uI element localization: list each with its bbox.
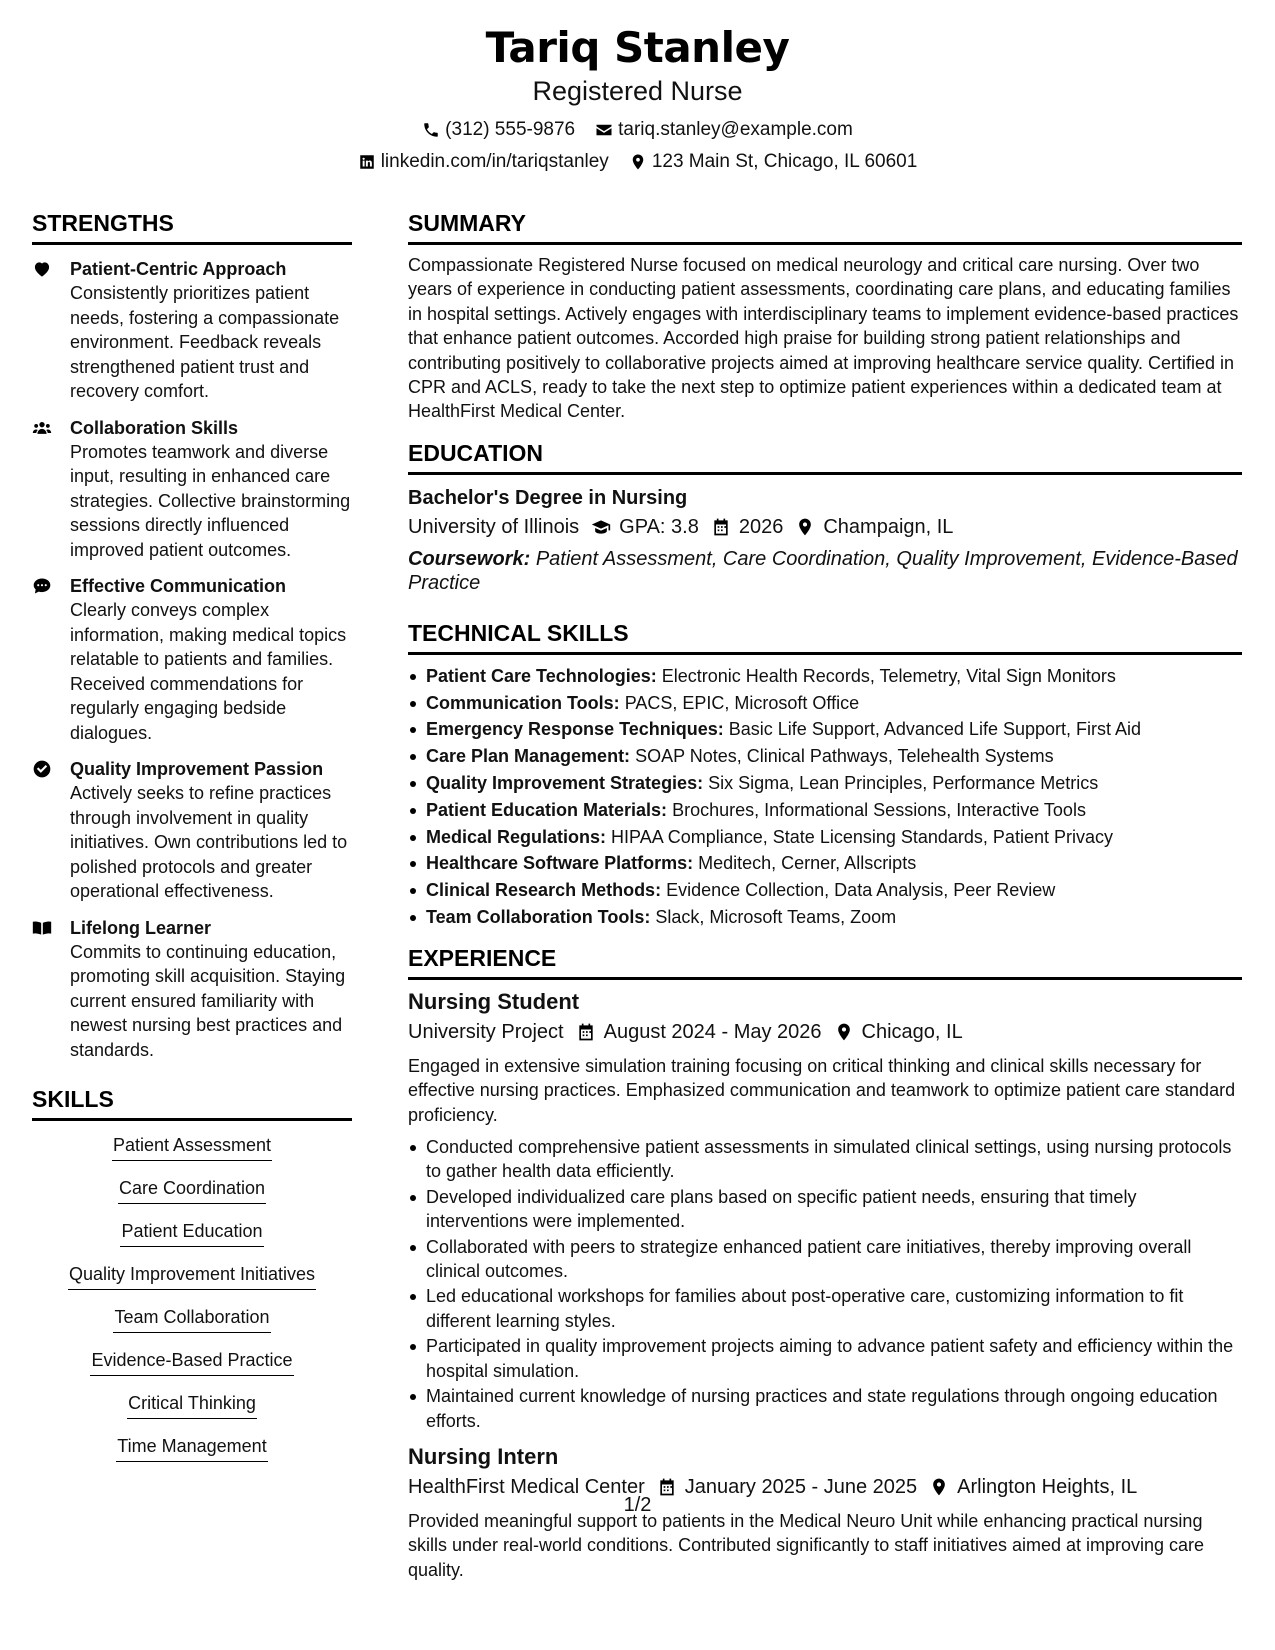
list-item bbox=[408, 743, 1242, 770]
skills-list bbox=[32, 1133, 352, 1477]
strength-desc: Actively seeks to refine practices through involvement in quality initiatives. Own contributions led to polished protocols and greater operational effectiveness. bbox=[70, 783, 348, 901]
tech-skill-value: Electronic Health Records, Telemetry, Vital Sign Monitors bbox=[661, 665, 1116, 686]
users-icon bbox=[32, 418, 52, 438]
email-contact[interactable] bbox=[595, 118, 853, 142]
job-bullets bbox=[408, 1135, 1242, 1433]
phone-icon bbox=[422, 121, 440, 139]
list-item: Conducted comprehensive patient assessments in simulated clinical settings, using nursing protocols to gather health data efficiently. bbox=[408, 1135, 1242, 1184]
skill-tag: Team Collaboration bbox=[113, 1305, 270, 1333]
strength-title: Collaboration Skills bbox=[70, 417, 239, 438]
tech-skill-label: Patient Education Materials: bbox=[426, 799, 668, 820]
right-column bbox=[408, 208, 1242, 1582]
list-item bbox=[408, 850, 1242, 877]
job-description: Engaged in extensive simulation training focusing on critical thinking and clinical skills necessary for effective nursing practices. Emphasized communication and teamwork to optimize patient care standard proficiency. bbox=[408, 1055, 1236, 1125]
phone-contact bbox=[422, 118, 575, 142]
job-title: Nursing Intern bbox=[408, 1443, 559, 1469]
job-location: Arlington Heights, IL bbox=[957, 1475, 1138, 1498]
job-title: Nursing Student bbox=[408, 988, 580, 1014]
skill-tag: Patient Education bbox=[120, 1219, 263, 1247]
school-location: Champaign, IL bbox=[823, 515, 954, 538]
tech-skill-label: Clinical Research Methods: bbox=[426, 880, 662, 901]
experience-heading: EXPERIENCE bbox=[408, 943, 1242, 980]
strength-item bbox=[32, 916, 352, 1063]
list-item bbox=[408, 716, 1242, 743]
education-heading: EDUCATION bbox=[408, 438, 1242, 475]
skill-tag: Patient Assessment bbox=[112, 1133, 272, 1161]
job-dates: August 2024 - May 2026 bbox=[603, 1020, 822, 1043]
tech-skill-label: Communication Tools: bbox=[426, 692, 620, 713]
tech-skill-label: Medical Regulations: bbox=[426, 826, 607, 847]
tech-skill-label: Quality Improvement Strategies: bbox=[426, 773, 704, 794]
contact-row-2 bbox=[0, 150, 1275, 174]
strength-desc: Consistently prioritizes patient needs, fostering a compassionate environment. Feedback reveals strengthened patient trust and recovery comfort. bbox=[70, 283, 340, 401]
tech-skill-value: Evidence Collection, Data Analysis, Peer Review bbox=[666, 880, 1056, 901]
location-pin-icon bbox=[795, 517, 815, 537]
page-number: 1/2 bbox=[623, 1494, 652, 1516]
tech-skill-value: HIPAA Compliance, State Licensing Standards, Patient Privacy bbox=[611, 826, 1113, 847]
heart-icon bbox=[32, 259, 52, 279]
skill-tag: Evidence-Based Practice bbox=[90, 1348, 293, 1376]
address-contact bbox=[629, 150, 917, 174]
list-item: Maintained current knowledge of nursing practices and state regulations through ongoing education efforts. bbox=[408, 1384, 1242, 1433]
summary-heading: SUMMARY bbox=[408, 208, 1242, 245]
tech-skill-label: Healthcare Software Platforms: bbox=[426, 853, 694, 874]
school-name: University of Illinois bbox=[408, 515, 580, 538]
technical-skills-list bbox=[408, 663, 1242, 931]
tech-skill-label: Emergency Response Techniques: bbox=[426, 719, 724, 740]
strength-item bbox=[32, 416, 352, 563]
tech-skill-value: Slack, Microsoft Teams, Zoom bbox=[655, 907, 897, 928]
summary-text: Compassionate Registered Nurse focused on medical neurology and critical care nursing. Over two years of experience in conducting patient assessments, coordinating care plans, and educating families in hospital settings. Actively engages with interdisciplinary teams to implement evidence-based practices that enhance patient outcomes. Accorded high praise for building strong patient relationships and contributing positively to collaborative projects aimed at improving healthcare service quality. Certified in CPR and ACLS, ready to take the next step to optimize patient experiences within a dedicated team at HealthFirst Medical Center. bbox=[408, 255, 1239, 422]
list-item bbox=[408, 770, 1242, 797]
coursework bbox=[408, 547, 1242, 596]
candidate-name: Tariq Stanley bbox=[485, 23, 790, 72]
degree-title: Bachelor's Degree in Nursing bbox=[408, 486, 688, 509]
technical-skills-heading: TECHNICAL SKILLS bbox=[408, 618, 1242, 655]
strength-title: Effective Communication bbox=[70, 576, 287, 596]
strength-item bbox=[32, 574, 352, 745]
strength-desc: Promotes teamwork and diverse input, resulting in enhanced care strategies. Collective brainstorming sessions directly influenced improved patient outcomes. bbox=[70, 441, 351, 560]
list-item: Collaborated with peers to strategize enhanced patient care initiatives, thereby improving overall clinical outcomes. bbox=[408, 1235, 1242, 1284]
strength-desc: Commits to continuing education, promoting skill acquisition. Staying current ensured familiarity with newest nursing best practices and standards. bbox=[70, 941, 346, 1060]
graduation-year: 2026 bbox=[738, 515, 784, 538]
job-org: University Project bbox=[408, 1020, 564, 1043]
skill-tag: Critical Thinking bbox=[127, 1391, 257, 1419]
gpa-text: GPA: 3.8 bbox=[619, 515, 699, 538]
job-org: HealthFirst Medical Center bbox=[408, 1475, 645, 1498]
list-item bbox=[408, 904, 1242, 931]
tech-skill-value: PACS, EPIC, Microsoft Office bbox=[624, 692, 860, 713]
job-role: Registered Nurse bbox=[532, 76, 743, 106]
linkedin-text[interactable]: linkedin.com/in/tariqstanley bbox=[380, 151, 609, 172]
tech-skill-label: Patient Care Technologies: bbox=[426, 665, 657, 686]
list-item bbox=[408, 877, 1242, 904]
coursework-text: Patient Assessment, Care Coordination, Quality Improvement, Evidence-Based Practice bbox=[408, 547, 1238, 595]
calendar-icon bbox=[576, 1022, 596, 1042]
list-item bbox=[408, 824, 1242, 851]
tech-skill-value: Meditech, Cerner, Allscripts bbox=[698, 853, 917, 874]
comment-icon bbox=[32, 576, 52, 596]
calendar-icon bbox=[711, 517, 731, 537]
tech-skill-value: Brochures, Informational Sessions, Interactive Tools bbox=[672, 799, 1086, 820]
graduation-cap-icon bbox=[591, 517, 611, 537]
address-text: 123 Main St, Chicago, IL 60601 bbox=[651, 151, 918, 172]
list-item bbox=[408, 797, 1242, 824]
job-dates: January 2025 - June 2025 bbox=[684, 1475, 918, 1498]
tech-skill-value: Basic Life Support, Advanced Life Support, First Aid bbox=[728, 719, 1142, 740]
list-item bbox=[408, 690, 1242, 717]
job-entry bbox=[408, 988, 1242, 1433]
strength-title: Quality Improvement Passion bbox=[70, 759, 324, 779]
envelope-icon bbox=[595, 121, 613, 139]
list-item: Participated in quality improvement projects aiming to advance patient safety and efficiency within the hospital simulation. bbox=[408, 1334, 1242, 1383]
strength-title: Patient-Centric Approach bbox=[70, 259, 287, 279]
location-pin-icon bbox=[629, 153, 647, 171]
list-item: Developed individualized care plans based on specific patient needs, ensuring that timely interventions were implemented. bbox=[408, 1185, 1242, 1234]
strength-item bbox=[32, 257, 352, 404]
job-meta bbox=[408, 1018, 1242, 1046]
coursework-label: Coursework: bbox=[408, 547, 531, 570]
tech-skill-value: SOAP Notes, Clinical Pathways, Telehealth Systems bbox=[635, 746, 1054, 767]
job-description: Provided meaningful support to patients in the Medical Neuro Unit while enhancing practical nursing skills under real-world conditions. Contributed significantly to staff initiatives aimed at improving care quality. bbox=[408, 1510, 1205, 1580]
skill-tag: Care Coordination bbox=[118, 1176, 266, 1204]
book-icon bbox=[32, 918, 52, 938]
education-meta bbox=[408, 513, 1242, 541]
tech-skill-value: Six Sigma, Lean Principles, Performance Metrics bbox=[708, 773, 1099, 794]
location-pin-icon bbox=[834, 1022, 854, 1042]
skill-tag: Time Management bbox=[116, 1434, 267, 1462]
left-column bbox=[32, 208, 352, 1477]
strengths-heading: STRENGTHS bbox=[32, 208, 352, 245]
tech-skill-label: Care Plan Management: bbox=[426, 746, 631, 767]
job-location: Chicago, IL bbox=[861, 1020, 963, 1043]
check-circle-icon bbox=[32, 759, 52, 779]
list-item: Led educational workshops for families about post-operative care, customizing information to fit different learning styles. bbox=[408, 1284, 1242, 1333]
linkedin-contact[interactable] bbox=[358, 150, 609, 174]
skills-heading: SKILLS bbox=[32, 1084, 352, 1121]
linkedin-icon bbox=[358, 153, 376, 171]
strength-item bbox=[32, 757, 352, 904]
tech-skill-label: Team Collaboration Tools: bbox=[426, 907, 651, 928]
skill-tag: Quality Improvement Initiatives bbox=[68, 1262, 316, 1290]
strength-desc: Clearly conveys complex information, making medical topics relatable to patients and families. Received commendations for regularly engaging bedside dialogues. bbox=[70, 600, 347, 743]
phone-text: (312) 555-9876 bbox=[445, 119, 576, 140]
list-item bbox=[408, 663, 1242, 690]
contact-row-1 bbox=[0, 118, 1275, 142]
strength-title: Lifelong Learner bbox=[70, 917, 212, 938]
email-text[interactable]: tariq.stanley@example.com bbox=[618, 119, 853, 140]
resume-header bbox=[0, 22, 1275, 174]
